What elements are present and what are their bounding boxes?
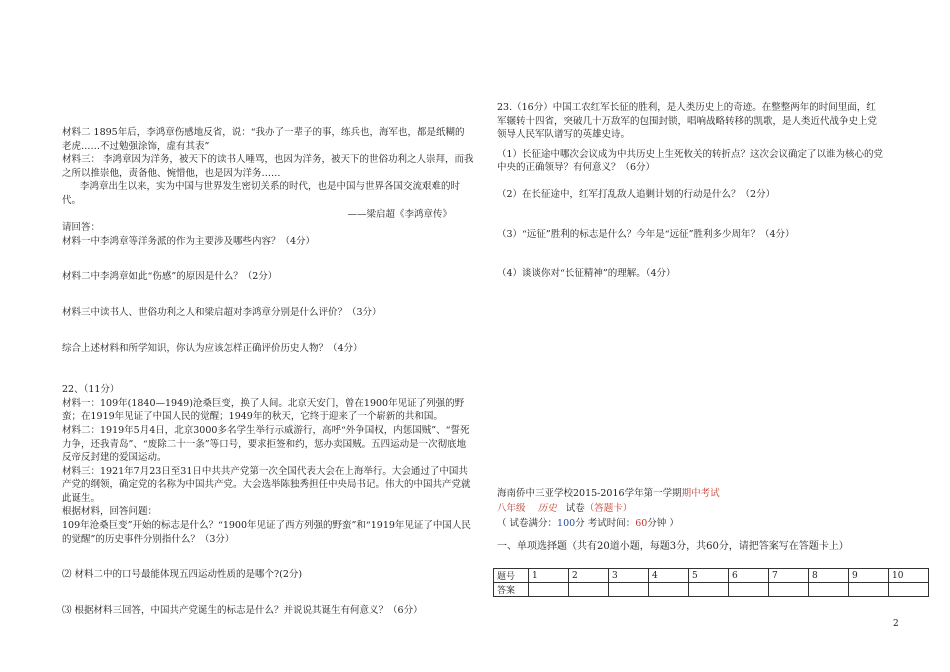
page-number: 2 xyxy=(893,619,899,629)
question-21-2: 材料二中李鸿章如此“伤感”的原因是什么？（2分） xyxy=(62,271,278,283)
left-column xyxy=(62,126,474,617)
answer-prompt: 请回答： xyxy=(62,222,101,234)
exam-type: 期中考试 xyxy=(681,488,720,499)
table-row xyxy=(494,583,929,597)
question-22-1: 109年沧桑巨变”开始的标志是什么？“1900年见证了西方列强的野蛮”和“1919年见证了中国人民的觉醒”的历史事件分别指什么？（3分） xyxy=(62,520,471,545)
school-name: 海南侨中三亚学校2015-2016学年第一学期 xyxy=(497,488,682,499)
material-3-quote: 李鸿章出生以来，实为中国与世界发生密切关系的时代，也是中国与世界各国交流艰难的时代。 xyxy=(62,181,461,206)
right-column xyxy=(497,101,885,281)
table-row xyxy=(494,569,929,583)
question-22-3: ⑶ 根据材料三回答，中国共产党诞生的标志是什么？并说说其诞生有何意义？（6分） xyxy=(62,604,423,616)
question-21-4: 综合上述材料和所学知识，你认为应该怎样正确评价历史人物？（4分） xyxy=(62,342,363,354)
question-21-1: 材料一中李鸿章等洋务派的作为主要涉及哪些内容？（4分） xyxy=(62,235,316,247)
answer-cell[interactable] xyxy=(809,583,849,597)
table-cell: 2 xyxy=(569,569,609,583)
table-cell: 9 xyxy=(849,569,889,583)
table-cell: 3 xyxy=(609,569,649,583)
time-unit: 分钟 ） xyxy=(647,518,679,529)
question-22-material-3: 材料三：1921年7月23日至31日中共共产党第一次全国代表大会在上海举行。大会通过了中国共产党的纲领，确定党的名称为中国共产党。大会选举陈独秀担任中央局书记。伟大的中国共产党就此诞生。 xyxy=(62,465,471,504)
table-cell: 答案 xyxy=(494,583,529,597)
question-22-2: ⑵ 材料二中的口号最能体现五四运动性质的是哪个?(2分) xyxy=(62,569,303,581)
answer-sheet-header xyxy=(497,486,897,554)
material-3-source: ——梁启超《李鸿章传》 xyxy=(347,208,452,220)
answer-table xyxy=(493,568,929,597)
question-23-heading: 23.（16分）中国工农红军长征的胜利，是人类历史上的奇迹。在整整两年的时间里面，红军辗转十四省，突破几十万敌军的包围封锁，唱响战略转移的凯歌，是人类近代战争史上党领导人民军队谱写的英雄史诗。 xyxy=(497,102,878,141)
table-cell: 4 xyxy=(649,569,689,583)
question-23-4: （4）谈谈你对“长征精神”的理解。（4分） xyxy=(497,268,676,280)
grade-subject-line xyxy=(497,501,897,516)
table-cell: 1 xyxy=(529,569,569,583)
answer-cell[interactable] xyxy=(769,583,809,597)
question-22-prompt: 根据材料，回答问题： xyxy=(62,506,158,518)
score-value: 100 xyxy=(557,518,576,529)
score-unit: 分 考试时间： xyxy=(575,518,636,529)
table-cell: 8 xyxy=(809,569,849,583)
answer-cell[interactable] xyxy=(729,583,769,597)
table-cell: 10 xyxy=(889,569,929,583)
answer-cell[interactable] xyxy=(529,583,569,597)
section-1-heading: 一、单项选择题（共有20道小题，每题3分，共60分，请把答案写在答题卡上） xyxy=(497,541,849,552)
time-value: 60 xyxy=(635,518,648,529)
question-23-1: （1）长征途中哪次会议成为中共历史上生死攸关的转折点？这次会议确定了以谁为核心的党中央的正确领导？有何意义？（6分） xyxy=(497,148,884,174)
table-cell: 7 xyxy=(769,569,809,583)
question-22-heading: 22、（11分） xyxy=(62,384,120,396)
material-3-text: 材料三： 李鸿章因为洋务，被天下的读书人唾骂，也因为洋务，被天下的世俗功利之人崇拜，而我之所以推崇他，责备他、惋惜他，也是因为洋务…… xyxy=(62,154,474,179)
answer-cell[interactable] xyxy=(649,583,689,597)
material-2-text: 材料二 1895年后，李鸿章伤感地反省，说：“我办了一辈子的事，练兵也，海军也，都是纸糊的老虎……不过勉强涂饰，虚有其表” xyxy=(62,127,465,152)
question-21-3: 材料三中读书人、世俗功利之人和梁启超对李鸿章分别是什么评价？（3分） xyxy=(62,306,382,318)
question-23-3: （3）“远征”胜利的标志是什么？今年是“远征”胜利多少周年？（4分） xyxy=(497,228,795,240)
school-exam-title xyxy=(497,486,897,501)
question-23-2: （2）在长征途中，红军打乱敌人追剿计划的行动是什么？（2分） xyxy=(497,188,776,200)
table-cell: 题号 xyxy=(494,569,529,583)
answer-cell[interactable] xyxy=(889,583,929,597)
answer-card-label: （答题卡） xyxy=(584,503,633,514)
question-22-material-2: 材料二：1919年5月4日，北京3000多名学生举行示威游行，高呼“外争国权，内惩国贼”、“誓死力争，还我青岛”、“废除二十一条”等口号，要求拒签和约，惩办卖国贼。五四运动是一次彻底地反帝反封建的爱国运动。 xyxy=(62,424,470,464)
question-22-material-1: 材料一：109年(1840—1949)沧桑巨变，换了人间。北京天安门，曾在1900年见证了列强的野蛮；在1919年见证了中国人民的觉醒；1949年的秋天，它终于迎来了一个崭新的共和国。 xyxy=(62,397,465,423)
answer-cell[interactable] xyxy=(689,583,729,597)
grade: 八年级 xyxy=(497,503,526,514)
answer-cell[interactable] xyxy=(569,583,609,597)
subject: 历史 xyxy=(537,503,557,514)
answer-cell[interactable] xyxy=(849,583,889,597)
table-cell: 5 xyxy=(689,569,729,583)
answer-cell[interactable] xyxy=(609,583,649,597)
score-label: （ 试卷满分： xyxy=(497,518,558,529)
paper-label: 试卷 xyxy=(565,503,585,514)
table-cell: 6 xyxy=(729,569,769,583)
score-time-line xyxy=(497,516,897,531)
